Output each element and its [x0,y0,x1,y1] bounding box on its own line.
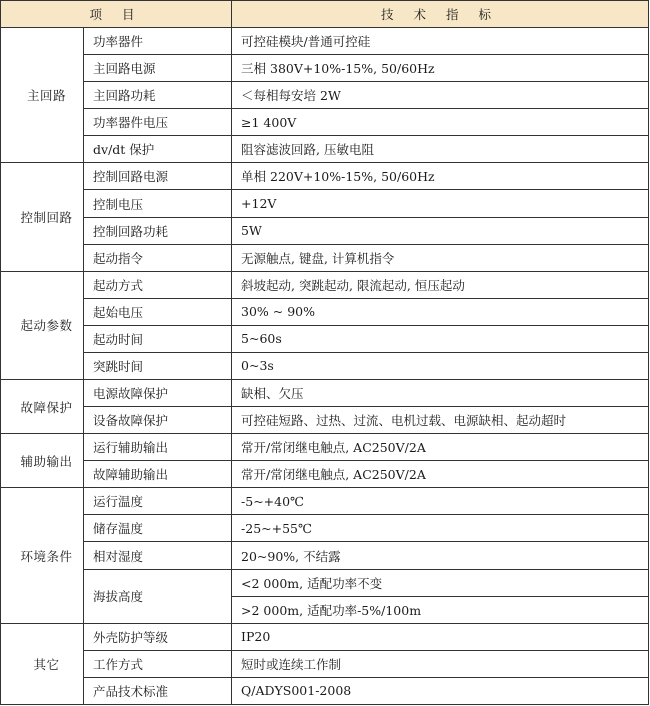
parameter-cell: 功率器件电压 [84,109,232,136]
spec-value-cell: ≥1 400V [232,109,649,136]
spec-value-cell: 可控硅模块/普通可控硅 [232,28,649,55]
spec-value-cell: -5~+40℃ [232,488,649,515]
category-cell: 起动参数 [1,271,84,379]
header-row [1,1,649,28]
table-row [1,515,649,542]
table-row [1,217,649,244]
table-row [1,677,649,704]
spec-value-cell: >2 000m, 适配功率-5%/100m [232,596,649,623]
table-row [1,650,649,677]
table-row [1,325,649,352]
parameter-cell: 控制回路功耗 [84,217,232,244]
spec-value-cell: 5W [232,217,649,244]
table-row [1,82,649,109]
spec-value-cell: 单相 220V+10%-15%, 50/60Hz [232,163,649,190]
parameter-cell: 海拔高度 [84,569,232,623]
spec-value-cell: +12V [232,190,649,217]
parameter-cell: 控制回路电源 [84,163,232,190]
spec-value-cell: 0~3s [232,352,649,379]
category-cell: 其它 [1,623,84,704]
parameter-cell: 相对湿度 [84,542,232,569]
parameter-cell: 起动方式 [84,271,232,298]
parameter-cell: 运行温度 [84,488,232,515]
parameter-cell: 突跳时间 [84,352,232,379]
spec-value-cell: 可控硅短路、过热、过流、电机过载、电源缺相、起动超时 [232,407,649,434]
parameter-cell: 起动指令 [84,244,232,271]
spec-value-cell: 三相 380V+10%-15%, 50/60Hz [232,55,649,82]
table-row [1,542,649,569]
parameter-cell: 故障辅助输出 [84,461,232,488]
table-row [1,109,649,136]
parameter-cell: 主回路电源 [84,55,232,82]
table-row [1,271,649,298]
parameter-cell: dv/dt 保护 [84,136,232,163]
spec-value-cell: 20~90%, 不结露 [232,542,649,569]
table-row [1,28,649,55]
header-spec: 技 术 指 标 [232,1,649,28]
parameter-cell: 产品技术标准 [84,677,232,704]
table-row [1,55,649,82]
spec-value-cell: 无源触点, 键盘, 计算机指令 [232,244,649,271]
category-cell: 主回路 [1,28,84,163]
parameter-cell: 电源故障保护 [84,380,232,407]
table-row [1,380,649,407]
parameter-cell: 外壳防护等级 [84,623,232,650]
spec-value-cell: 短时或连续工作制 [232,650,649,677]
table-row [1,461,649,488]
parameter-cell: 工作方式 [84,650,232,677]
spec-value-cell: IP20 [232,623,649,650]
parameter-cell: 储存温度 [84,515,232,542]
table-row [1,298,649,325]
spec-value-cell: 5~60s [232,325,649,352]
spec-value-cell: 斜坡起动, 突跳起动, 限流起动, 恒压起动 [232,271,649,298]
parameter-cell: 起动时间 [84,325,232,352]
spec-value-cell: 常开/常闭继电触点, AC250V/2A [232,461,649,488]
table-row [1,407,649,434]
table-row [1,190,649,217]
spec-value-cell: 30% ~ 90% [232,298,649,325]
parameter-cell: 主回路功耗 [84,82,232,109]
parameter-cell: 控制电压 [84,190,232,217]
category-cell: 环境条件 [1,488,84,623]
spec-value-cell: 阻容滤波回路, 压敏电阻 [232,136,649,163]
table-row [1,244,649,271]
parameter-cell: 设备故障保护 [84,407,232,434]
table-row [1,569,649,596]
spec-value-cell: ＜每相每安培 2W [232,82,649,109]
category-cell: 辅助输出 [1,434,84,488]
spec-value-cell: 常开/常闭继电触点, AC250V/2A [232,434,649,461]
parameter-cell: 功率器件 [84,28,232,55]
table-row [1,488,649,515]
category-cell: 故障保护 [1,380,84,434]
spec-value-cell: -25~+55℃ [232,515,649,542]
table-row [1,352,649,379]
header-item: 项 目 [1,1,232,28]
table-row [1,434,649,461]
table-row [1,623,649,650]
table-row [1,136,649,163]
spec-value-cell: <2 000m, 适配功率不变 [232,569,649,596]
parameter-cell: 运行辅助输出 [84,434,232,461]
table-row [1,163,649,190]
spec-value-cell: 缺相、欠压 [232,380,649,407]
spec-body [1,28,649,705]
category-cell: 控制回路 [1,163,84,271]
parameter-cell: 起始电压 [84,298,232,325]
spec-value-cell: Q/ADYS001-2008 [232,677,649,704]
